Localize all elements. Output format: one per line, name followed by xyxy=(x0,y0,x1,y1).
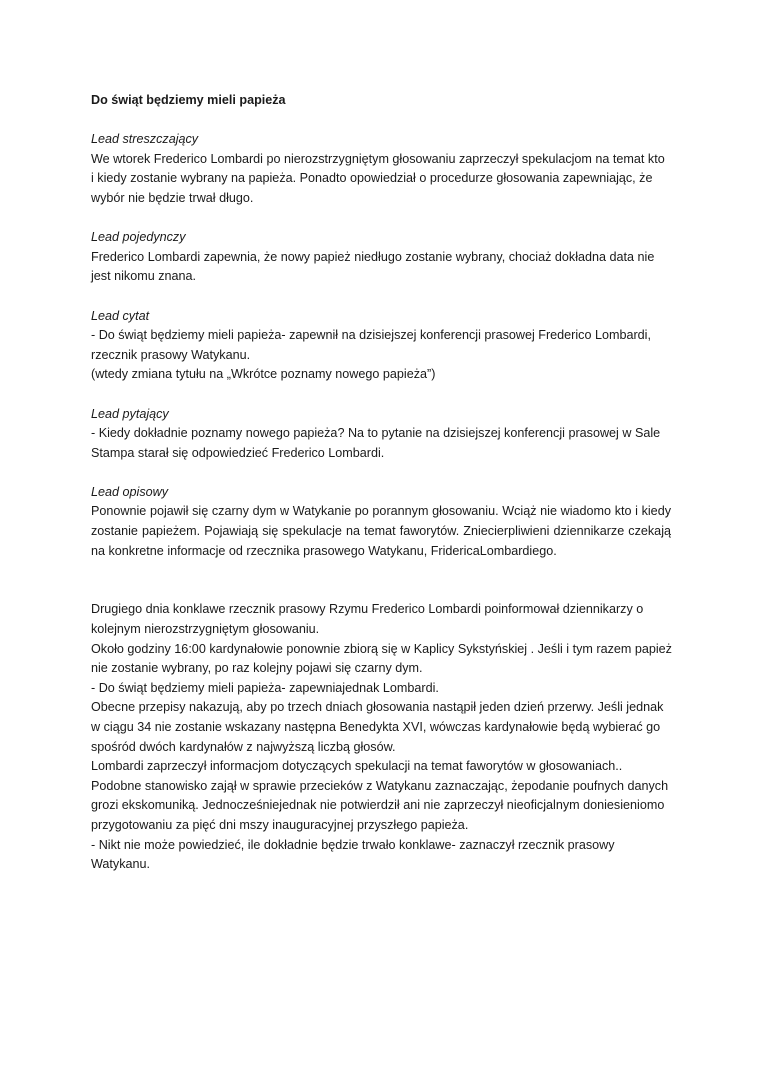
lead-descriptive xyxy=(91,483,671,561)
body-paragraph: Około godziny 16:00 kardynałowie ponownie zbiorą się w Kaplicy Sykstyńskiej . Jeśli i tym razem papież nie zostanie wybrany, po raz kolejny pojawi się czarny dym. xyxy=(91,641,672,676)
body-paragraph: - Nikt nie może powiedzieć, ile dokładnie będzie trwało konklawe- zaznaczył rzecznik prasowy Watykanu. xyxy=(91,837,615,872)
body-paragraph: Obecne przepisy nakazują, aby po trzech dniach głosowania nastąpił jeden dzień przerwy. Jeśli jednak w ciągu 34 nie zostanie wskazany następna Benedykta XVI, wówczas kardynałowie będą wybierać go spośród dwóch kardynałów z najwyższą liczbą głosów. xyxy=(91,700,664,754)
document-content xyxy=(91,91,671,875)
article-body xyxy=(91,600,673,874)
lead-label: Lead streszczający xyxy=(91,132,199,147)
lead-label: Lead pojedynczy xyxy=(91,230,186,245)
lead-note: (wtedy zmiana tytułu na „Wkrótce poznamy nowego papieża”) xyxy=(91,367,436,382)
lead-label: Lead opisowy xyxy=(91,484,169,499)
lead-question xyxy=(91,405,671,464)
spacer xyxy=(91,581,671,601)
lead-label: Lead pytający xyxy=(91,406,169,421)
lead-summary xyxy=(91,130,671,208)
lead-quote xyxy=(91,307,671,385)
lead-single xyxy=(91,228,671,287)
body-paragraph: Lombardi zaprzeczył informacjom dotyczących spekulacji na temat faworytów w głosowaniach.. xyxy=(91,759,623,774)
document-title: Do świąt będziemy mieli papieża xyxy=(91,93,286,107)
lead-text: - Do świąt będziemy mieli papieża- zapewnił na dzisiejszej konferencji prasowej Frederico Lombardi, rzecznik prasowy Watykanu. xyxy=(91,328,651,362)
body-paragraph: - Do świąt będziemy mieli papieża- zapewniajednak Lombardi. xyxy=(91,680,439,695)
body-paragraph: Drugiego dnia konklawe rzecznik prasowy Rzymu Frederico Lombardi poinformował dziennikarzy o kolejnym nierozstrzygniętym głosowaniu. xyxy=(91,602,644,637)
lead-text: Ponownie pojawił się czarny dym w Watykanie po porannym głosowaniu. Wciąż nie wiadomo kto i kiedy zostanie papieżem. Pojawiają się spekulacje na temat faworytów. Zniecierpliwieni dziennikarze czekają na konkretne informacje od rzecznika prasowego Watykanu, FridericaLombardiego. xyxy=(91,504,671,558)
lead-label: Lead cytat xyxy=(91,308,150,323)
body-paragraph: Podobne stanowisko zajął w sprawie przecieków z Watykanu zaznaczając, żepodanie poufnych danych grozi ekskomuniką. Jednocześniejednak nie potwierdził ani nie zaprzeczył nieoficjalnym doniesieniomo przygotowaniu za pięć dni mszy inauguracyjnej przyszłego papieża. xyxy=(91,778,669,832)
lead-text: - Kiedy dokładnie poznamy nowego papieża? Na to pytanie na dzisiejszej konferencji prasowej w Sale Stampa starał się odpowiedzieć Frederico Lombardi. xyxy=(91,426,661,460)
lead-text: Frederico Lombardi zapewnia, że nowy papież niedługo zostanie wybrany, chociaż dokładna data nie jest nikomu znana. xyxy=(91,249,655,284)
lead-text: We wtorek Frederico Lombardi po nierozstrzygniętym głosowaniu zaprzeczył spekulacjom na temat kto i kiedy zostanie wybrany na papieża. Ponadto opowiedział o procedurze głosowania zapewniając, że wybór nie będzie trwał długo. xyxy=(91,151,665,205)
